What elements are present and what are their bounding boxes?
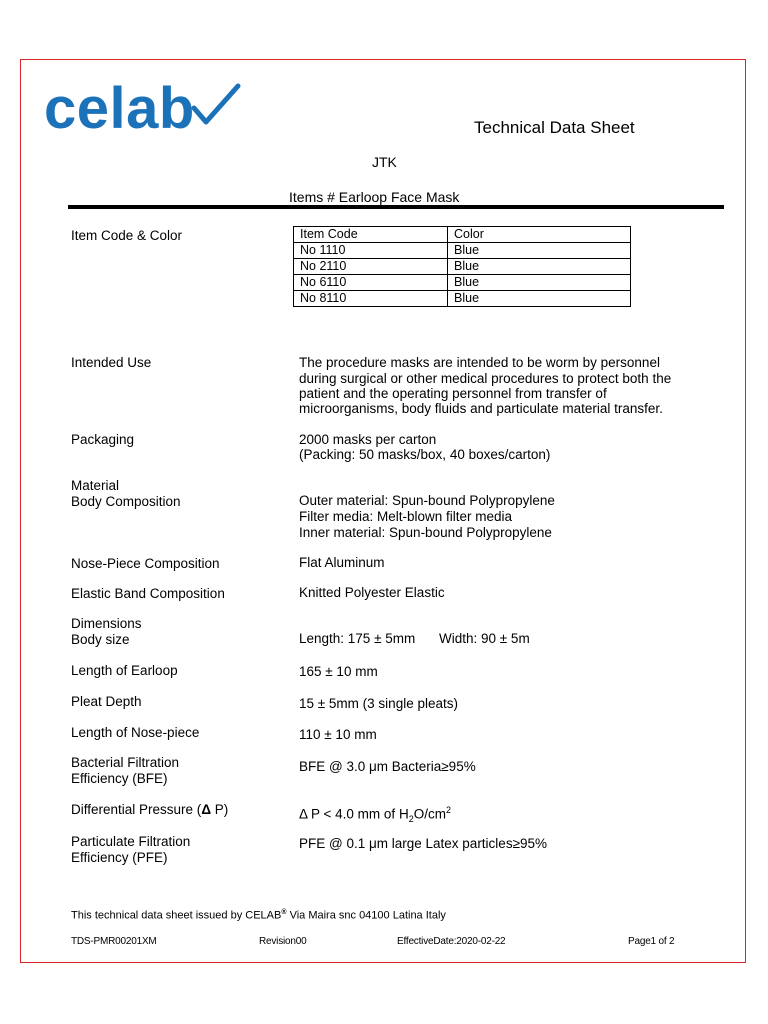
packaging-label: Packaging bbox=[71, 432, 135, 447]
items-title: Items # Earloop Face Mask bbox=[289, 189, 460, 205]
material-line: Filter media: Melt-blown filter media bbox=[299, 509, 513, 524]
pressure-value-text: Δ P < 4.0 mm of H bbox=[299, 806, 409, 822]
earloop-label: Length of Earloop bbox=[71, 663, 178, 678]
logo-wordmark: celab bbox=[44, 76, 195, 141]
material-line: Inner material: Spun-bound Polypropylene bbox=[299, 525, 552, 540]
elastic-band-label: Elastic Band Composition bbox=[71, 586, 225, 601]
celab-logo bbox=[44, 76, 244, 146]
elastic-band-value: Knitted Polyester Elastic bbox=[299, 585, 445, 600]
table-cell: Blue bbox=[448, 275, 631, 291]
issue-text: This technical data sheet issued by CELAB bbox=[71, 909, 282, 922]
superscript: 2 bbox=[445, 805, 451, 815]
table-row bbox=[294, 259, 631, 275]
pfe-value: PFE @ 0.1 μm large Latex particles≥95% bbox=[299, 836, 547, 851]
body-composition-label: Body Composition bbox=[71, 494, 181, 509]
pressure-label-text: Differential Pressure ( bbox=[71, 802, 202, 817]
document-title: Technical Data Sheet bbox=[474, 118, 635, 137]
pressure-label bbox=[71, 802, 228, 818]
item-code-table bbox=[293, 226, 631, 307]
effective-date: EffectiveDate:2020-02-22 bbox=[397, 936, 506, 947]
table-header-cell: Color bbox=[448, 227, 631, 243]
packaging-line: 2000 masks per carton bbox=[299, 432, 437, 447]
subscript: 2 bbox=[408, 814, 414, 825]
revision: Revision00 bbox=[259, 936, 307, 947]
pressure-value-text: O/cm bbox=[413, 806, 446, 822]
registered-mark: ® bbox=[281, 909, 287, 916]
checkmark-icon bbox=[190, 82, 242, 128]
table-cell: Blue bbox=[448, 259, 631, 275]
pleat-label: Pleat Depth bbox=[71, 694, 142, 709]
table-row bbox=[294, 243, 631, 259]
intended-use-line: during surgical or other medical procedures to protect both the bbox=[299, 371, 672, 386]
body-length-value: Length: 175 ± 5mm bbox=[299, 631, 416, 646]
body-size-label: Body size bbox=[71, 632, 130, 647]
earloop-value: 165 ± 10 mm bbox=[299, 664, 378, 679]
intended-use-line: The procedure masks are intended to be worm by personnel bbox=[299, 355, 660, 370]
header-divider bbox=[68, 205, 724, 209]
issue-statement bbox=[71, 909, 446, 922]
pressure-label-text: P) bbox=[211, 802, 229, 817]
table-header-row bbox=[294, 227, 631, 243]
intended-use-label: Intended Use bbox=[71, 355, 152, 370]
pleat-value: 15 ± 5mm (3 single pleats) bbox=[299, 696, 458, 711]
table-row bbox=[294, 275, 631, 291]
intended-use-line: microorganisms, body fluids and particulate material transfer. bbox=[299, 401, 663, 416]
pressure-value bbox=[299, 802, 451, 827]
bfe-label: Bacterial Filtration bbox=[71, 755, 180, 770]
nose-piece-value: Flat Aluminum bbox=[299, 555, 385, 570]
bfe-value: BFE @ 3.0 μm Bacteria≥95% bbox=[299, 759, 476, 774]
tds-code: TDS-PMR00201XM bbox=[71, 936, 157, 947]
bfe-label: Efficiency (BFE) bbox=[71, 771, 168, 786]
table-cell: No 6110 bbox=[294, 275, 448, 291]
packaging-line: (Packing: 50 masks/box, 40 boxes/carton) bbox=[299, 447, 551, 462]
brand-name: JTK bbox=[372, 154, 397, 170]
item-code-label: Item Code & Color bbox=[71, 228, 183, 243]
table-cell: No 2110 bbox=[294, 259, 448, 275]
body-width-value: Width: 90 ± 5m bbox=[439, 631, 530, 646]
material-label: Material bbox=[71, 478, 120, 493]
pfe-label: Efficiency (PFE) bbox=[71, 850, 168, 865]
material-line: Outer material: Spun-bound Polypropylene bbox=[299, 493, 555, 508]
issue-text: Via Maira snc 04100 Latina Italy bbox=[286, 909, 446, 922]
dimensions-label: Dimensions bbox=[71, 616, 142, 631]
table-row bbox=[294, 291, 631, 307]
nose-length-value: 110 ± 10 mm bbox=[299, 727, 377, 742]
page-number: Page1 of 2 bbox=[628, 936, 675, 947]
delta-symbol: Δ bbox=[201, 802, 212, 817]
table-cell: Blue bbox=[448, 291, 631, 307]
pfe-label: Particulate Filtration bbox=[71, 834, 191, 849]
table-cell: Blue bbox=[448, 243, 631, 259]
table-cell: No 8110 bbox=[294, 291, 448, 307]
nose-length-label: Length of Nose-piece bbox=[71, 725, 200, 740]
table-cell: No 1110 bbox=[294, 243, 448, 259]
intended-use-line: patient and the operating personnel from transfer of bbox=[299, 386, 607, 401]
nose-piece-label: Nose-Piece Composition bbox=[71, 556, 220, 571]
table-header-cell: Item Code bbox=[294, 227, 448, 243]
